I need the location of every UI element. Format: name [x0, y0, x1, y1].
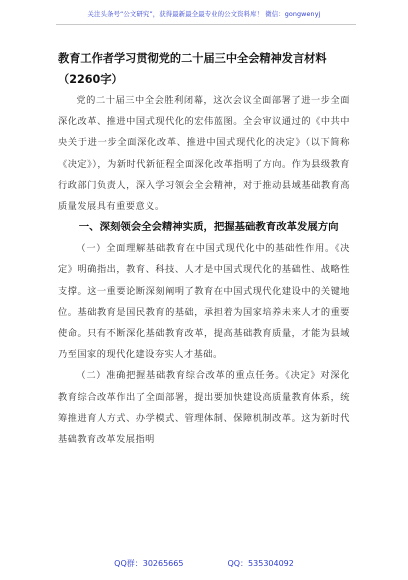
section-1-paragraph-1: （一）全面理解基础教育在中国式现代化中的基础性作用。《决定》明确指出，教育、科技、人才是中国式现代化的基础性、战略性支撑。这一重要论断深刻阐明了教育在中国式现代化建设中的关键地位。基础教育是国民教育的基础，承担着为国家培养未来人才的重要使命。只有不断深化基础教育改革，提高基础教育质量，才能为县域乃至国家的现代化建设夯实人才基础。: [58, 243, 350, 361]
footer-qq-number: QQ：535304092: [227, 559, 294, 568]
document-body: [58, 48, 350, 450]
section-1-paragraph-2: （二）准确把握基础教育综合改革的重点任务。《决定》对深化教育综合改革作出了全面部署，提出要加快建设高质量教育体系，统筹推进育人方式、办学模式、管理体制、保障机制改革。这为新时代基础教育改革发展指明: [58, 370, 350, 446]
intro-paragraph: 党的二十届三中全会胜利闭幕，这次会议全面部署了进一步全面深化改革、推进中国式现代化的宏伟蓝图。全会审议通过的《中共中央关于进一步全面深化改革、推进中国式现代化的决定》（以下简称《决定》），为新时代新征程全面深化改革指明了方向。作为县级教育行政部门负责人，深入学习领会全会精神，对于推动县域基础教育高质量发展具有重要意义。: [58, 95, 350, 213]
header-divider: [56, 24, 356, 25]
footer-qq-group: QQ群：30265665: [114, 559, 184, 568]
header-banner: 关注头条号“公文研究”，获得最新最全最专业的公文资料库！ 微信：gongwenyj: [87, 10, 321, 18]
document-title: 教育工作者学习贯彻党的二十届三中全会精神发言材料: [58, 52, 327, 65]
footer-contact: [0, 558, 408, 569]
section-heading-1: 一、深刻领会全会精神实质，把握基础教育改革发展方向: [78, 221, 339, 234]
word-count: （2260字）: [58, 73, 123, 86]
